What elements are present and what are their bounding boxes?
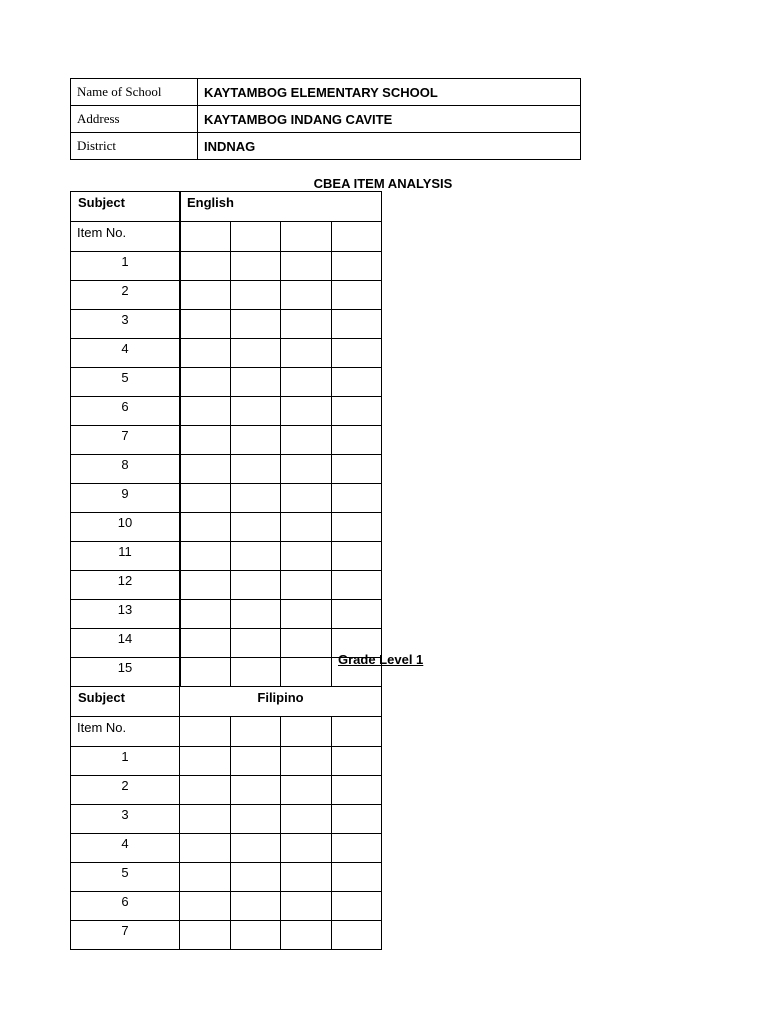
blank-cell (180, 426, 230, 455)
blank-cell (230, 484, 280, 513)
address-label: Address (71, 106, 198, 133)
blank-cell (230, 600, 280, 629)
blank-cell (281, 310, 331, 339)
blank-cell (331, 513, 381, 542)
item-number: 4 (71, 339, 181, 368)
blank-cell (331, 747, 382, 776)
item-row (71, 426, 382, 455)
blank-cell (281, 921, 332, 950)
item-row (71, 310, 382, 339)
item-no-label: Item No. (71, 222, 181, 252)
blank-cell (331, 805, 382, 834)
blank-cell (230, 368, 280, 397)
blank-cell (180, 310, 230, 339)
blank-cell (331, 921, 382, 950)
blank-cell (180, 252, 230, 281)
blank-cell (331, 484, 381, 513)
blank-cell (180, 397, 230, 426)
blank-cell (230, 222, 280, 252)
blank-cell (230, 513, 280, 542)
blank-cell (281, 542, 331, 571)
blank-cell (180, 805, 231, 834)
blank-cell (180, 484, 230, 513)
english-item-table (70, 191, 382, 687)
blank-cell (230, 863, 281, 892)
blank-cell (281, 892, 332, 921)
blank-cell (281, 455, 331, 484)
item-number: 6 (71, 397, 181, 426)
blank-cell (281, 571, 331, 600)
blank-cell (230, 747, 281, 776)
blank-cell (281, 658, 331, 687)
blank-cell (230, 892, 281, 921)
item-number: 3 (71, 310, 181, 339)
blank-cell (281, 368, 331, 397)
item-number: 5 (71, 368, 181, 397)
subject-name: Filipino (180, 687, 382, 717)
item-header-row (71, 222, 382, 252)
item-number: 3 (71, 805, 180, 834)
item-row (71, 776, 382, 805)
blank-cell (180, 455, 230, 484)
item-number: 8 (71, 455, 181, 484)
blank-cell (230, 717, 281, 747)
subject-name: English (180, 192, 382, 222)
item-row (71, 747, 382, 776)
blank-cell (281, 397, 331, 426)
school-name-value: KAYTAMBOG ELEMENTARY SCHOOL (198, 79, 581, 106)
blank-cell (281, 600, 331, 629)
item-number: 14 (71, 629, 181, 658)
blank-cell (331, 863, 382, 892)
blank-cell (180, 921, 231, 950)
blank-cell (180, 571, 230, 600)
blank-cell (281, 805, 332, 834)
blank-cell (230, 805, 281, 834)
blank-cell (230, 397, 280, 426)
blank-cell (230, 542, 280, 571)
blank-cell (331, 397, 381, 426)
item-row (71, 834, 382, 863)
blank-cell (180, 222, 230, 252)
item-number: 1 (71, 252, 181, 281)
blank-cell (331, 717, 382, 747)
blank-cell (281, 776, 332, 805)
filipino-item-table (70, 686, 382, 950)
blank-cell (331, 542, 381, 571)
item-row (71, 542, 382, 571)
blank-cell (180, 863, 231, 892)
item-number: 11 (71, 542, 181, 571)
blank-cell (281, 834, 332, 863)
blank-cell (331, 368, 381, 397)
blank-cell (180, 717, 231, 747)
blank-cell (281, 629, 331, 658)
blank-cell (230, 776, 281, 805)
item-number: 1 (71, 747, 180, 776)
item-row (71, 571, 382, 600)
item-row (71, 455, 382, 484)
item-no-label: Item No. (71, 717, 180, 747)
blank-cell (281, 252, 331, 281)
blank-cell (331, 834, 382, 863)
address-value: KAYTAMBOG INDANG CAVITE (198, 106, 581, 133)
district-label: District (71, 133, 198, 160)
item-number: 9 (71, 484, 181, 513)
blank-cell (180, 747, 231, 776)
blank-cell (180, 542, 230, 571)
school-name-row (71, 79, 581, 106)
blank-cell (281, 222, 331, 252)
item-number: 4 (71, 834, 180, 863)
blank-cell (331, 776, 382, 805)
item-number: 15 (71, 658, 181, 687)
item-row (71, 484, 382, 513)
subject-label: Subject (71, 192, 181, 222)
blank-cell (331, 600, 381, 629)
blank-cell (180, 600, 230, 629)
blank-cell (180, 892, 231, 921)
blank-cell (281, 513, 331, 542)
subject-row (71, 687, 382, 717)
item-row (71, 863, 382, 892)
address-row (71, 106, 581, 133)
blank-cell (230, 629, 280, 658)
blank-cell (180, 281, 230, 310)
item-number: 7 (71, 426, 181, 455)
district-value: INDNAG (198, 133, 581, 160)
blank-cell (230, 571, 280, 600)
blank-cell (180, 776, 231, 805)
blank-cell (281, 747, 332, 776)
blank-cell (230, 310, 280, 339)
school-info-table (70, 78, 581, 160)
blank-cell (331, 222, 381, 252)
blank-cell (230, 339, 280, 368)
blank-cell (180, 629, 230, 658)
blank-cell (281, 281, 331, 310)
blank-cell (230, 252, 280, 281)
blank-cell (230, 921, 281, 950)
blank-cell (230, 658, 280, 687)
analysis-heading: CBEA ITEM ANALYSIS (313, 176, 453, 191)
grade-level-label: Grade Level 1 (338, 652, 424, 667)
blank-cell (180, 658, 230, 687)
blank-cell (281, 717, 332, 747)
blank-cell (180, 513, 230, 542)
item-row (71, 805, 382, 834)
item-row (71, 513, 382, 542)
item-row (71, 658, 382, 687)
item-row (71, 281, 382, 310)
item-row (71, 397, 382, 426)
item-number: 2 (71, 281, 181, 310)
item-row (71, 252, 382, 281)
item-number: 10 (71, 513, 181, 542)
item-header-row (71, 717, 382, 747)
item-row (71, 600, 382, 629)
blank-cell (331, 252, 381, 281)
school-name-label: Name of School (71, 79, 198, 106)
blank-cell (281, 863, 332, 892)
blank-cell (331, 455, 381, 484)
blank-cell (331, 310, 381, 339)
item-row (71, 921, 382, 950)
item-row (71, 892, 382, 921)
blank-cell (180, 368, 230, 397)
blank-cell (281, 484, 331, 513)
blank-cell (331, 339, 381, 368)
item-row (71, 368, 382, 397)
blank-cell (180, 339, 230, 368)
blank-cell (230, 281, 280, 310)
subject-label: Subject (71, 687, 180, 717)
item-row (71, 339, 382, 368)
item-number: 5 (71, 863, 180, 892)
item-number: 7 (71, 921, 180, 950)
item-number: 12 (71, 571, 181, 600)
blank-cell (281, 426, 331, 455)
blank-cell (230, 426, 280, 455)
blank-cell (331, 426, 381, 455)
item-number: 6 (71, 892, 180, 921)
blank-cell (331, 281, 381, 310)
blank-cell (180, 834, 231, 863)
item-row (71, 629, 382, 658)
blank-cell (331, 571, 381, 600)
district-row (71, 133, 581, 160)
blank-cell (230, 834, 281, 863)
blank-cell (281, 339, 331, 368)
item-number: 2 (71, 776, 180, 805)
blank-cell (230, 455, 280, 484)
item-number: 13 (71, 600, 181, 629)
blank-cell (331, 892, 382, 921)
subject-row (71, 192, 382, 222)
